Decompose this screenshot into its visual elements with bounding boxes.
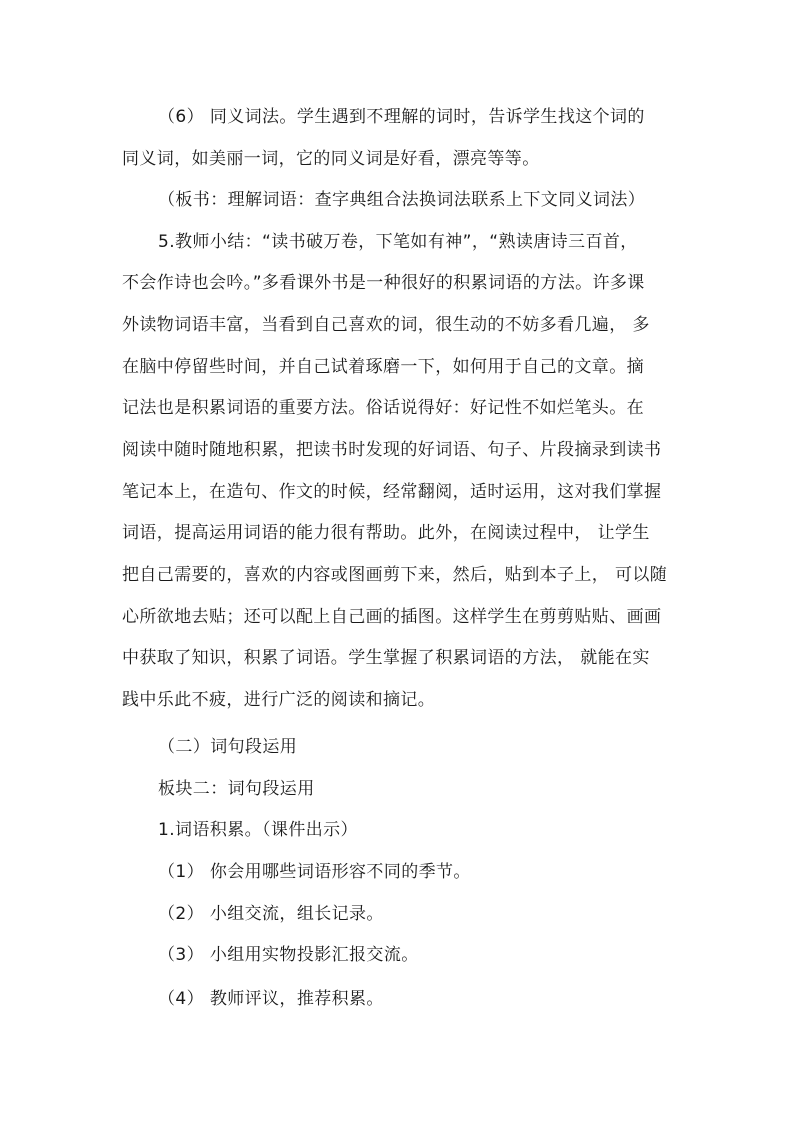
list-item: （1） 你会用哪些词语形容不同的季节。	[158, 862, 471, 882]
paragraph-line: 同义词，如美丽一词，它的同义词是好看，漂亮等等。	[122, 149, 540, 169]
paragraph-line: 阅读中随时随地积累，把读书时发现的好词语、句子、片段摘录到读书	[122, 440, 662, 460]
paragraph-line: 记法也是积累词语的重要方法。俗话说得好：好记性不如烂笔头。在	[122, 398, 644, 418]
paragraph-line: 外读物词语丰富，当看到自己喜欢的词，很生动的不妨多看几遍， 多	[122, 315, 650, 335]
paragraph-line: （6） 同义词法。学生遇到不理解的词时，告诉学生找这个词的	[158, 107, 645, 127]
paragraph-line: 在脑中停留些时间，并自己试着琢磨一下，如何用于自己的文章。摘	[122, 357, 644, 377]
paragraph-line: 心所欲地去贴；还可以配上自己画的插图。这样学生在剪剪贴贴、画画	[122, 607, 662, 627]
section-heading: （二）词句段运用	[158, 737, 298, 757]
paragraph-line: 5.教师小结：“读书破万卷，下笔如有神”，“熟读唐诗三百首，	[158, 232, 638, 252]
paragraph-line: 践中乐此不疲，进行广泛的阅读和摘记。	[122, 690, 436, 710]
list-item: （4） 教师评议，推荐积累。	[158, 989, 384, 1009]
list-item: （2） 小组交流，组长记录。	[158, 904, 384, 924]
section-heading: 板块二：词句段运用	[158, 779, 315, 799]
list-item: （3） 小组用实物投影汇报交流。	[158, 945, 419, 965]
paragraph-line: 中获取了知识，积累了词语。学生掌握了积累词语的方法， 就能在实	[122, 648, 650, 668]
paragraph-line: （板书：理解词语：查字典组合法换词法联系上下文同义词法）	[158, 190, 646, 210]
paragraph-line: 不会作诗也会吟。”多看课外书是一种很好的积累词语的方法。许多课	[122, 273, 645, 293]
paragraph-line: 1.词语积累。（课件出示）	[158, 820, 358, 840]
paragraph-line: 笔记本上，在造句、作文的时候，经常翻阅，适时运用，这对我们掌握	[122, 482, 662, 502]
paragraph-line: 把自己需要的，喜欢的内容或图画剪下来，然后，贴到本子上， 可以随	[122, 565, 668, 585]
paragraph-line: 词语，提高运用词语的能力很有帮助。此外，在阅读过程中， 让学生	[122, 523, 650, 543]
